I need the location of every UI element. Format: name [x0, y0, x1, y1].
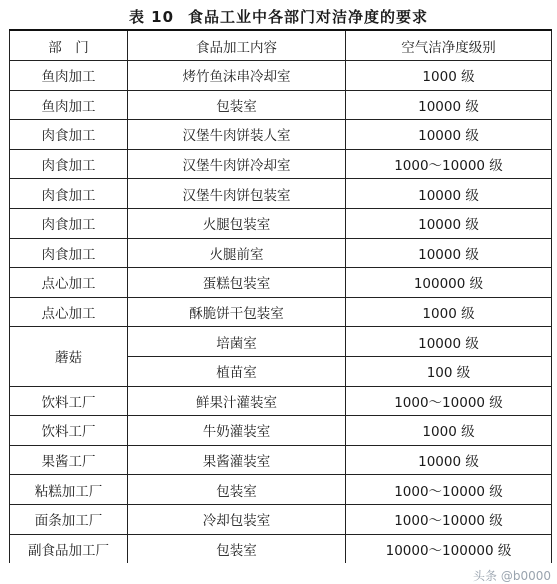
level-cell: 10000 级	[346, 327, 552, 357]
table-row	[10, 149, 552, 179]
department-cell: 点心加工	[10, 297, 128, 327]
table-row	[10, 327, 552, 357]
process-cell: 培菌室	[128, 327, 346, 357]
process-cell: 鲜果汁灌装室	[128, 386, 346, 416]
department-cell: 肉食加工	[10, 120, 128, 150]
level-cell: 10000 级	[346, 90, 552, 120]
table-row	[10, 534, 552, 563]
table-title	[0, 6, 557, 27]
table-caption: 食品工业中各部门对洁净度的要求	[188, 8, 429, 26]
table-row	[10, 504, 552, 534]
table-number: 表 10	[128, 8, 175, 26]
department-cell: 蘑菇	[10, 327, 128, 386]
table-row	[10, 179, 552, 209]
level-cell: 10000 级	[346, 445, 552, 475]
level-cell: 10000～100000 级	[346, 534, 552, 563]
level-cell: 100000 级	[346, 268, 552, 298]
department-cell: 肉食加工	[10, 179, 128, 209]
process-cell: 蛋糕包装室	[128, 268, 346, 298]
department-cell: 副食品加工厂	[10, 534, 128, 563]
process-cell: 烤竹鱼沫串冷却室	[128, 61, 346, 91]
department-cell: 面条加工厂	[10, 504, 128, 534]
cleanliness-table	[9, 29, 552, 563]
level-cell: 10000 级	[346, 238, 552, 268]
level-cell: 1000～10000 级	[346, 149, 552, 179]
process-cell: 汉堡牛肉饼装人室	[128, 120, 346, 150]
watermark-text: 头条 @b0000	[473, 569, 551, 583]
table-row	[10, 386, 552, 416]
table-row	[10, 416, 552, 446]
department-cell: 鱼肉加工	[10, 61, 128, 91]
process-cell: 牛奶灌装室	[128, 416, 346, 446]
level-cell: 10000 级	[346, 120, 552, 150]
process-cell: 酥脆饼干包装室	[128, 297, 346, 327]
department-cell: 果酱工厂	[10, 445, 128, 475]
process-cell: 火腿包装室	[128, 208, 346, 238]
process-cell: 果酱灌装室	[128, 445, 346, 475]
process-cell: 汉堡牛肉饼包装室	[128, 179, 346, 209]
process-cell: 包装室	[128, 534, 346, 563]
department-cell: 粘糕加工厂	[10, 475, 128, 505]
level-cell: 1000～10000 级	[346, 386, 552, 416]
level-cell: 10000 级	[346, 179, 552, 209]
process-cell: 包装室	[128, 90, 346, 120]
department-cell: 肉食加工	[10, 149, 128, 179]
header-process: 食品加工内容	[128, 30, 346, 61]
header-department: 部 门	[10, 30, 128, 61]
department-cell: 肉食加工	[10, 208, 128, 238]
department-cell: 饮料工厂	[10, 416, 128, 446]
table-row	[10, 120, 552, 150]
table-row	[10, 268, 552, 298]
level-cell: 100 级	[346, 356, 552, 386]
department-cell: 肉食加工	[10, 238, 128, 268]
process-cell: 汉堡牛肉饼冷却室	[128, 149, 346, 179]
table-header-row	[10, 30, 552, 61]
level-cell: 10000 级	[346, 208, 552, 238]
table-row	[10, 475, 552, 505]
process-cell: 植苗室	[128, 356, 346, 386]
table-row	[10, 208, 552, 238]
department-cell: 鱼肉加工	[10, 90, 128, 120]
process-cell: 包装室	[128, 475, 346, 505]
process-cell: 冷却包装室	[128, 504, 346, 534]
level-cell: 1000～10000 级	[346, 504, 552, 534]
level-cell: 1000 级	[346, 297, 552, 327]
department-cell: 点心加工	[10, 268, 128, 298]
level-cell: 1000 级	[346, 61, 552, 91]
department-cell: 饮料工厂	[10, 386, 128, 416]
table-row	[10, 90, 552, 120]
process-cell: 火腿前室	[128, 238, 346, 268]
table-row	[10, 61, 552, 91]
table-row	[10, 238, 552, 268]
table-row	[10, 297, 552, 327]
level-cell: 1000～10000 级	[346, 475, 552, 505]
level-cell: 1000 级	[346, 416, 552, 446]
header-cleanliness-level: 空气洁净度级别	[346, 30, 552, 61]
table-row	[10, 445, 552, 475]
